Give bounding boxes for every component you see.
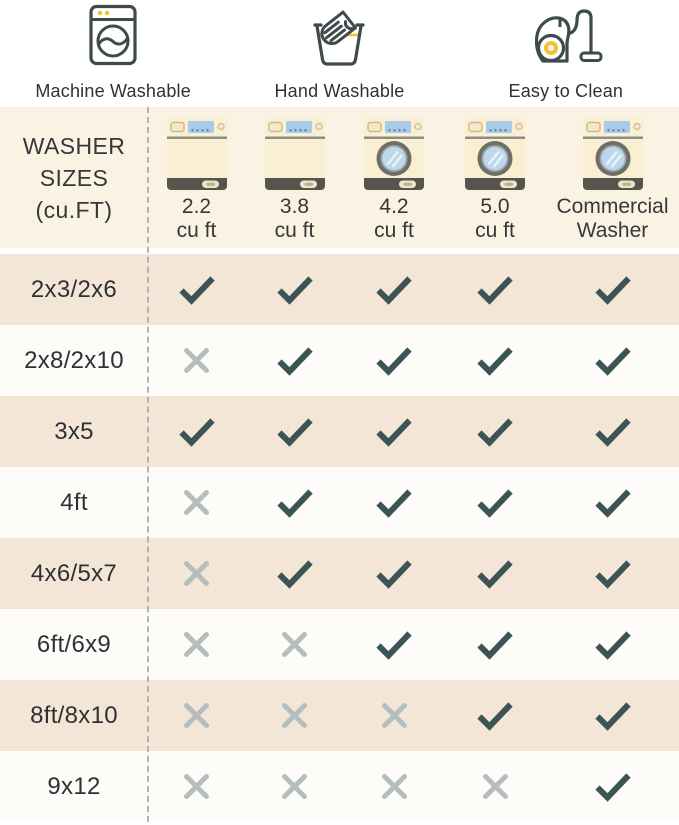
cross-icon xyxy=(181,629,212,660)
corner-title-line1: WASHER xyxy=(22,132,126,159)
column-label-line2: Washer xyxy=(576,219,649,242)
cell-check xyxy=(344,325,444,396)
cell-check xyxy=(444,396,546,467)
cell-check xyxy=(546,467,679,538)
cell-check xyxy=(444,609,546,680)
cell-cross xyxy=(148,680,245,751)
check-icon xyxy=(594,630,632,660)
table-row-6ft-6x9 xyxy=(0,609,679,680)
cell-check xyxy=(344,609,444,680)
cross-icon xyxy=(379,700,410,731)
cell-check xyxy=(245,325,344,396)
check-icon xyxy=(276,559,314,589)
washer-size-table xyxy=(0,107,679,822)
front-load-washer-icon xyxy=(463,116,527,192)
cell-check xyxy=(344,254,444,325)
cell-cross xyxy=(344,751,444,822)
legend-label-easy-to-clean: Easy to Clean xyxy=(508,81,624,101)
table-row-2x3-2x6 xyxy=(0,254,679,325)
check-icon xyxy=(375,346,413,376)
cross-icon xyxy=(181,771,212,802)
table-header xyxy=(0,107,679,248)
row-label: 8ft/8x10 xyxy=(30,701,118,729)
cell-check xyxy=(546,680,679,751)
check-icon xyxy=(276,488,314,518)
cell-check xyxy=(546,538,679,609)
cell-check xyxy=(444,254,546,325)
check-icon xyxy=(276,275,314,305)
corner-title-line2: SIZES xyxy=(39,164,109,191)
cell-check xyxy=(546,396,679,467)
check-icon xyxy=(594,417,632,447)
check-icon xyxy=(276,346,314,376)
cell-cross xyxy=(444,751,546,822)
column-label-line1: 3.8 xyxy=(279,195,310,218)
cross-icon xyxy=(181,700,212,731)
column-header-3-8 xyxy=(245,107,344,248)
column-label-line2: cu ft xyxy=(374,219,414,242)
column-label xyxy=(275,195,315,243)
row-label: 2x8/2x10 xyxy=(24,346,124,374)
vacuum-icon xyxy=(527,4,605,68)
column-label-line2: cu ft xyxy=(176,219,217,242)
cell-check xyxy=(444,467,546,538)
row-label: 9x12 xyxy=(47,772,101,800)
check-icon xyxy=(594,346,632,376)
check-icon xyxy=(375,630,413,660)
table-row-2x8-2x10 xyxy=(0,325,679,396)
cell-cross xyxy=(148,751,245,822)
cell-cross xyxy=(148,325,245,396)
legend-hand-washable xyxy=(226,0,452,107)
cross-icon xyxy=(181,487,212,518)
check-icon xyxy=(476,417,514,447)
check-icon xyxy=(476,559,514,589)
check-icon xyxy=(476,275,514,305)
cell-cross xyxy=(148,538,245,609)
table-row-8ft-8x10 xyxy=(0,680,679,751)
legend-label-hand-washable: Hand Washable xyxy=(274,81,405,101)
front-load-washer-icon xyxy=(362,116,426,192)
row-label: 3x5 xyxy=(54,417,94,445)
table-body xyxy=(0,254,679,822)
column-header-4-2 xyxy=(344,107,444,248)
cross-icon xyxy=(181,558,212,589)
check-icon xyxy=(178,275,216,305)
check-icon xyxy=(178,417,216,447)
check-icon xyxy=(594,488,632,518)
check-icon xyxy=(476,630,514,660)
cell-check xyxy=(546,325,679,396)
cell-check xyxy=(344,396,444,467)
column-header-commercial xyxy=(546,107,679,248)
check-icon xyxy=(375,275,413,305)
column-label-line1: 5.0 xyxy=(480,195,510,218)
cell-cross xyxy=(245,609,344,680)
cell-check xyxy=(245,396,344,467)
table-row-3x5 xyxy=(0,396,679,467)
column-label-line1: Commercial xyxy=(556,195,669,218)
row-label: 2x3/2x6 xyxy=(30,275,118,303)
cell-check xyxy=(148,396,245,467)
column-header-2-2 xyxy=(148,107,245,248)
cell-check xyxy=(245,467,344,538)
cell-check xyxy=(245,254,344,325)
cell-check xyxy=(344,467,444,538)
cell-cross xyxy=(344,680,444,751)
cell-cross xyxy=(148,467,245,538)
check-icon xyxy=(375,488,413,518)
check-icon xyxy=(476,346,514,376)
column-label xyxy=(556,195,668,243)
cross-icon xyxy=(480,771,511,802)
legend-easy-to-clean xyxy=(453,0,679,107)
cross-icon xyxy=(379,771,410,802)
check-icon xyxy=(375,559,413,589)
cell-cross xyxy=(245,680,344,751)
column-label xyxy=(374,195,414,243)
column-header-5-0 xyxy=(444,107,546,248)
check-icon xyxy=(594,275,632,305)
legend-machine-washable xyxy=(0,0,226,107)
check-icon xyxy=(594,559,632,589)
check-icon xyxy=(594,772,632,802)
check-icon xyxy=(476,488,514,518)
cell-check xyxy=(546,609,679,680)
column-label xyxy=(177,195,217,243)
table-row-4ft xyxy=(0,467,679,538)
column-label-line2: cu ft xyxy=(274,219,315,242)
check-icon xyxy=(375,417,413,447)
column-label xyxy=(475,195,515,243)
check-icon xyxy=(476,701,514,731)
cross-icon xyxy=(279,629,310,660)
column-label-line1: 4.2 xyxy=(379,195,409,218)
front-load-washer-icon xyxy=(581,116,645,192)
washing-machine-icon xyxy=(80,4,146,68)
cell-check xyxy=(148,254,245,325)
cell-check xyxy=(444,538,546,609)
cell-check xyxy=(546,751,679,822)
check-icon xyxy=(276,417,314,447)
cell-check xyxy=(546,254,679,325)
top-load-washer-icon xyxy=(263,116,327,192)
corner-title-line3: (cu.FT) xyxy=(35,196,113,223)
cell-check xyxy=(444,325,546,396)
top-load-washer-icon xyxy=(165,116,229,192)
table-row-4x6-5x7 xyxy=(0,538,679,609)
cross-icon xyxy=(181,345,212,376)
cell-check xyxy=(444,680,546,751)
care-legend xyxy=(0,0,679,107)
cross-icon xyxy=(279,700,310,731)
column-label-line2: cu ft xyxy=(475,219,515,242)
corner-title xyxy=(0,107,148,248)
cross-icon xyxy=(279,771,310,802)
row-label: 6ft/6x9 xyxy=(36,630,112,658)
cell-check xyxy=(245,538,344,609)
cell-cross xyxy=(148,609,245,680)
row-label: 4x6/5x7 xyxy=(30,559,118,587)
cell-check xyxy=(344,538,444,609)
legend-label-machine-washable: Machine Washable xyxy=(35,81,191,101)
table-row-9x12 xyxy=(0,751,679,822)
check-icon xyxy=(594,701,632,731)
column-label-line1: 2.2 xyxy=(181,195,212,218)
row-label: 4ft xyxy=(60,488,88,516)
cell-cross xyxy=(245,751,344,822)
hand-wash-icon xyxy=(304,4,374,68)
